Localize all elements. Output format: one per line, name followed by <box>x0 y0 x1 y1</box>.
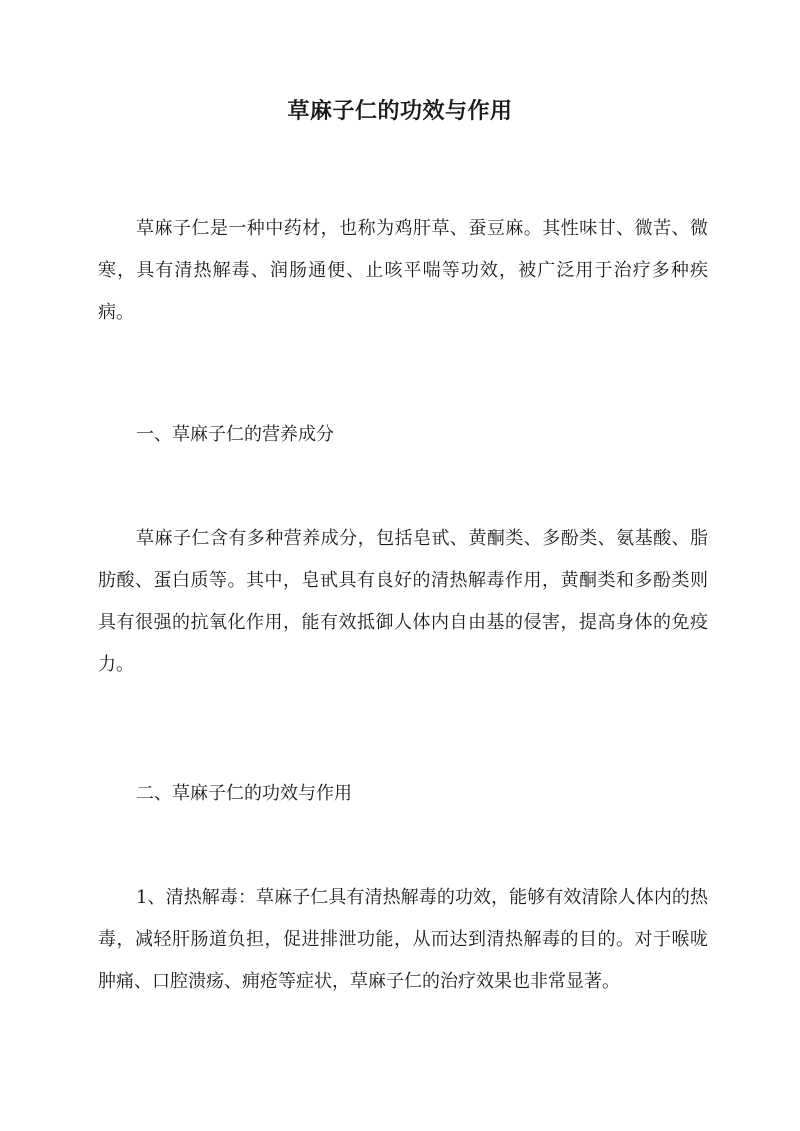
intro-block <box>98 208 708 334</box>
section1-heading: 一、草麻子仁的营养成分 <box>136 424 334 445</box>
section2-item1-paragraph: 1、清热解毒：草麻子仁具有清热解毒的功效，能够有效清除人体内的热毒，减轻肝肠道负担，促进排泄功能，从而达到清热解毒的目的。对于喉咙肿痛、口腔溃疡、痈疮等症状，草麻子仁的治疗效果也非常显著。 <box>98 887 708 992</box>
intro-paragraph: 草麻子仁是一种中药材，也称为鸡肝草、蚕豆麻。其性味甘、微苦、微寒，具有清热解毒、润肠通便、止咳平喘等功效，被广泛用于治疗多种疾病。 <box>98 218 708 323</box>
document-title: 草麻子仁的功效与作用 <box>287 98 513 124</box>
section2-heading: 二、草麻子仁的功效与作用 <box>136 783 352 804</box>
section2-block <box>98 877 708 1003</box>
section1-block <box>98 518 708 686</box>
section1-paragraph: 草麻子仁含有多种营养成分，包括皂甙、黄酮类、多酚类、氨基酸、脂肪酸、蛋白质等。其中，皂甙具有良好的清热解毒作用，黄酮类和多酚类则具有很强的抗氧化作用，能有效抵御人体内自由基的侵害，提高身体的免疫力。 <box>98 528 708 675</box>
